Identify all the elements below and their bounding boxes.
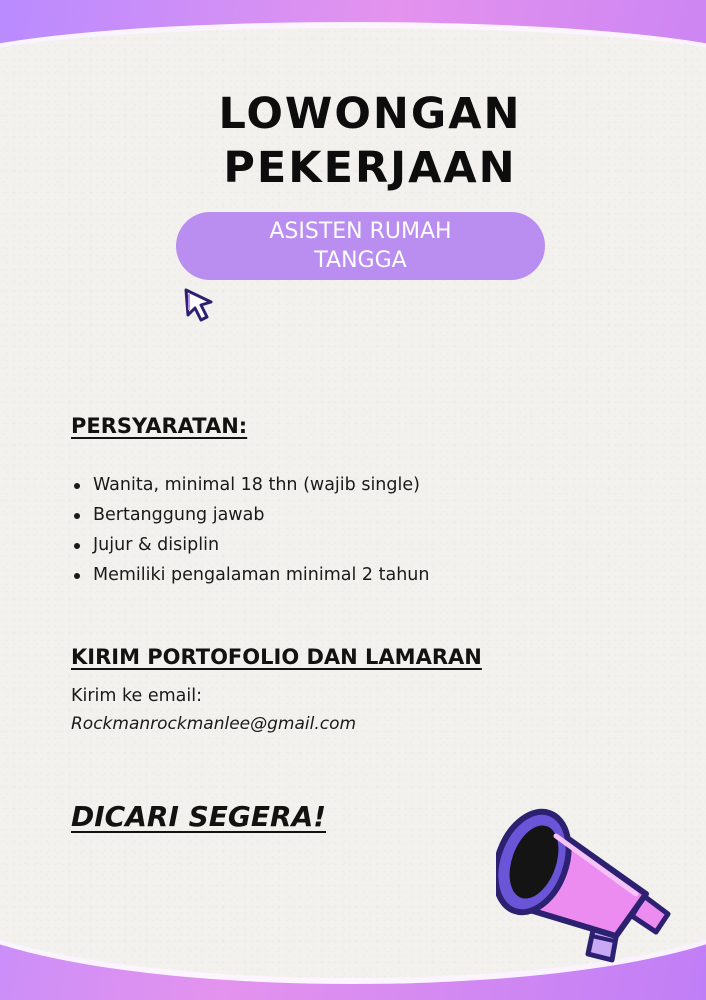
position-badge: [176, 212, 545, 280]
send-heading: KIRIM PORTOFOLIO DAN LAMARAN: [71, 645, 482, 669]
requirement-item: Memiliki pengalaman minimal 2 tahun: [71, 560, 429, 590]
title-line-2: PEKERJAAN: [223, 143, 517, 193]
urgent-hiring-text: DICARI SEGERA!: [71, 800, 327, 833]
megaphone-icon: [496, 776, 696, 976]
position-line-2: TANGGA: [314, 248, 407, 273]
requirements-list: [71, 470, 429, 590]
send-email-label: Kirim ke email:: [71, 686, 203, 706]
cursor-arrow-icon: [180, 286, 216, 328]
title-line-1: LOWONGAN: [218, 89, 522, 139]
position-line-1: ASISTEN RUMAH: [269, 219, 452, 244]
requirement-item: Wanita, minimal 18 thn (wajib single): [71, 470, 429, 500]
contact-email[interactable]: Rockmanrockmanlee@gmail.com: [71, 714, 357, 734]
requirements-heading: PERSYARATAN:: [71, 414, 248, 438]
requirement-item: Bertanggung jawab: [71, 500, 429, 530]
requirement-item: Jujur & disiplin: [71, 530, 429, 560]
